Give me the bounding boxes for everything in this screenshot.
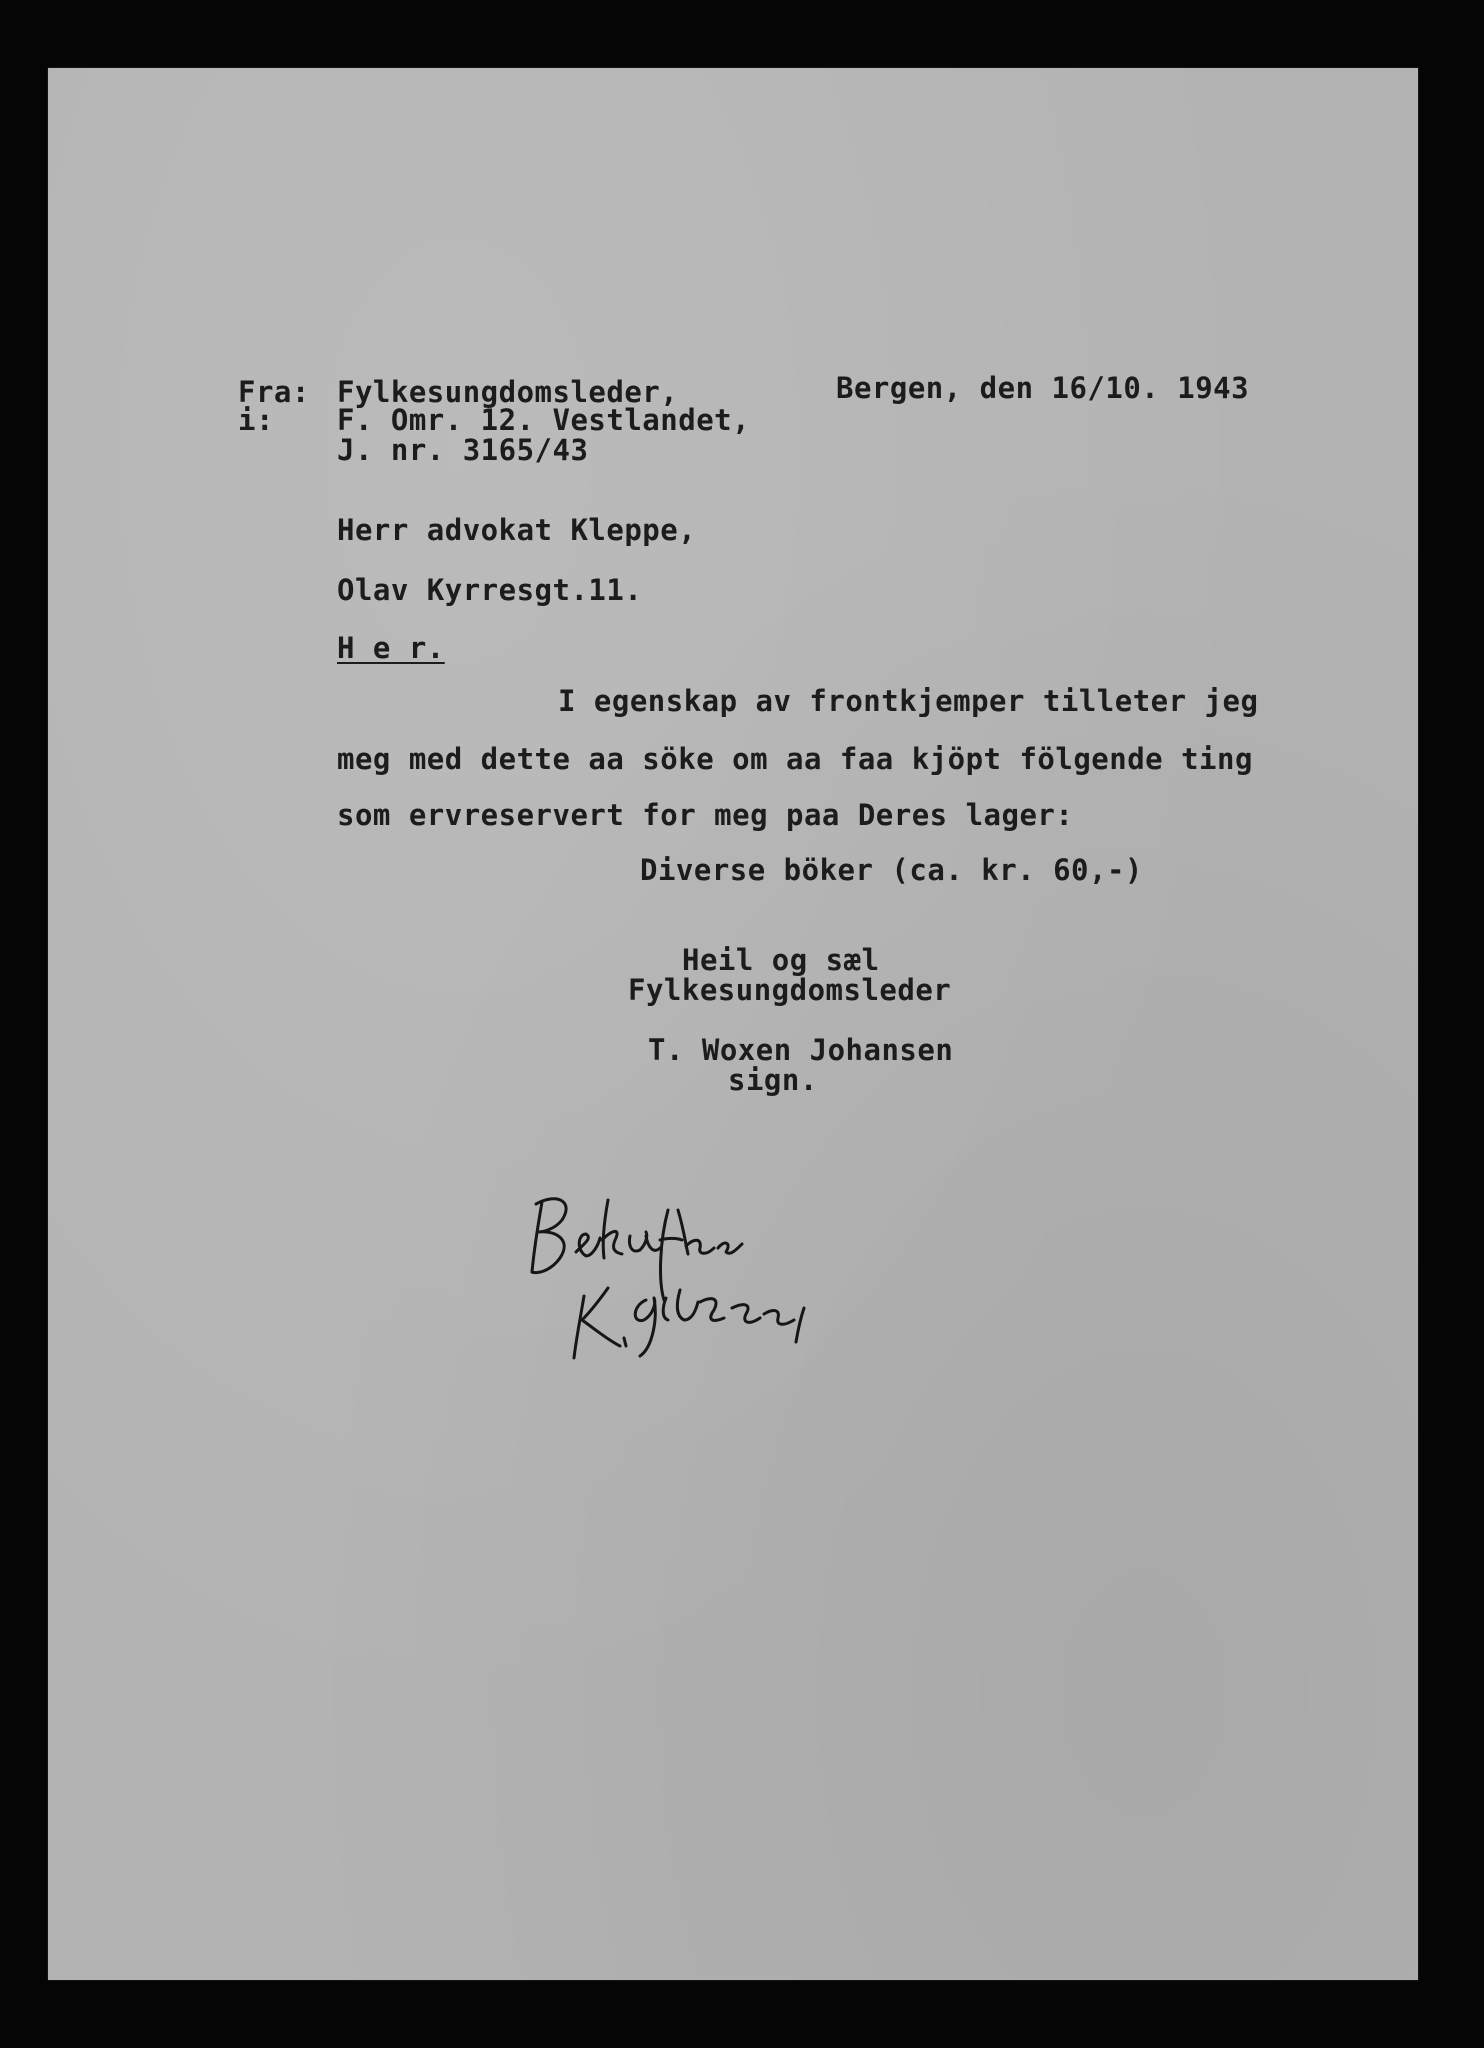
body-line-2: meg med dette aa söke om aa faa kjöpt fölgende ting [337,742,1253,776]
recipient-address: Olav Kyrresgt.11. [337,573,643,607]
requested-item: Diverse böker (ca. kr. 60,-) [640,853,1143,887]
recipient-place: H e r. [337,631,445,665]
handwritten-note-text [48,68,49,69]
body-line-3: som ervreservert for meg paa Deres lager: [337,798,1074,832]
sender-district: F. Omr. 12. Vestlandet, [337,403,751,437]
closing-greeting: Heil og sæl [682,943,880,977]
handwritten-signature [528,1180,858,1370]
body-line-1: I egenskap av frontkjemper tilleter jeg [558,684,1259,718]
date-line: Bergen, den 16/10. 1943 [836,371,1250,405]
document-page [48,68,1418,1980]
journal-number: J. nr. 3165/43 [337,433,589,467]
signatory-name: T. Woxen Johansen [648,1033,954,1067]
closing-title: Fylkesungdomsleder [628,973,952,1007]
from-label: Fra: [238,375,310,409]
sender-title: Fylkesungdomsleder, [337,375,679,409]
to-label: i: [238,403,274,437]
signed-mark: sign. [728,1063,818,1097]
recipient-name: Herr advokat Kleppe, [337,513,697,547]
